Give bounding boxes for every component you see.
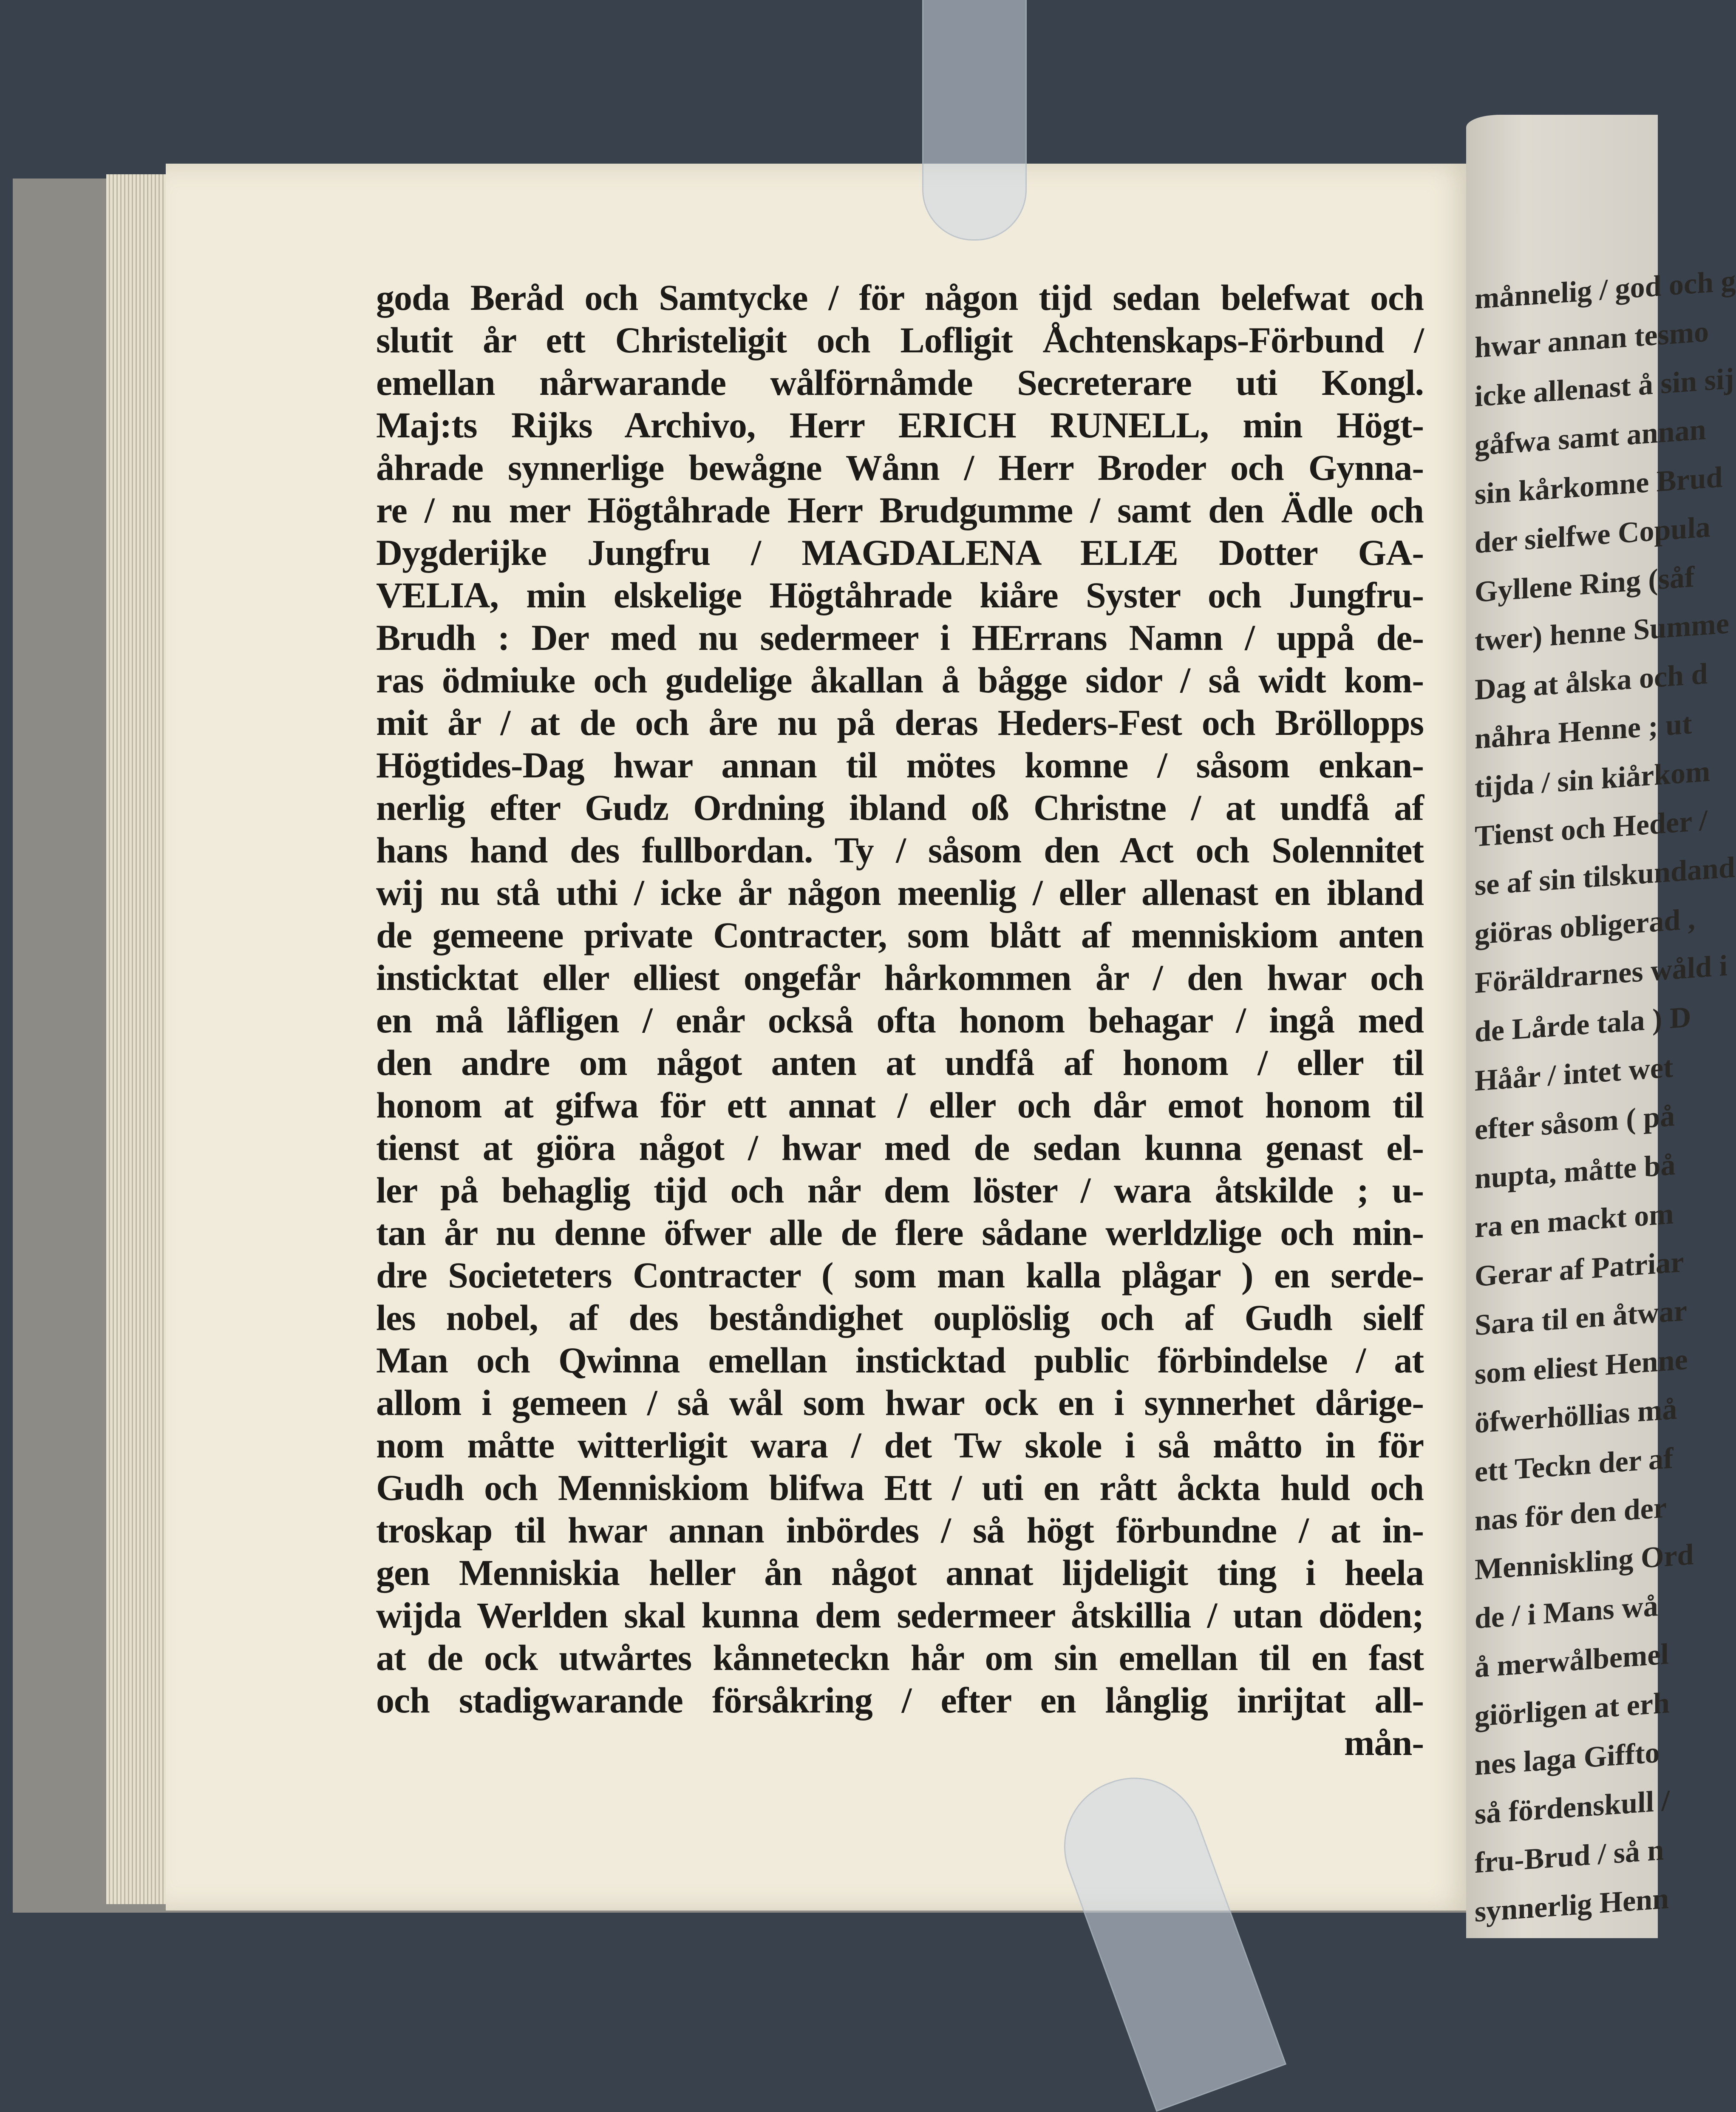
text-line: gåfwa samt annan — [1475, 413, 1706, 462]
text-line: at de ock utwårtes kånneteckn hår om sin emellan til en fast — [376, 1637, 1424, 1678]
text-line: hwar annan tesmo — [1475, 315, 1709, 365]
text-line: hans hand des fullbordan. Ty / såsom den Act och Solennitet — [376, 830, 1424, 870]
text-line: Gerar af Patriar — [1475, 1245, 1684, 1293]
right-page — [1466, 115, 1736, 1938]
text-line: twer) henne Summe — [1475, 607, 1729, 658]
right-page-text — [1475, 264, 1736, 1930]
text-line: Dygderijke Jungfru / MAGDALENA ELIÆ Dotter GA- — [376, 532, 1424, 573]
text-line: och stadigwarande försåkring / efter en långlig inrijtat all- — [376, 1680, 1424, 1721]
text-line: der sielfwe Copula — [1475, 510, 1711, 560]
text-line: nas för den der — [1475, 1491, 1667, 1538]
text-line: efter såsom ( på — [1475, 1100, 1675, 1147]
text-line: Dag at ålska och d — [1475, 657, 1708, 707]
text-line: honom at gifwa för ett annat / eller och dår emot honom til — [376, 1085, 1424, 1125]
text-line: Maj:ts Rijks Archivo, Herr ERICH RUNELL, min Högt- — [376, 405, 1424, 445]
text-line: Gyllene Ring (såf — [1475, 560, 1695, 609]
text-line: mån- — [1344, 1722, 1424, 1763]
text-line: en må låfligen / enår också ofta honom behagar / ingå med — [376, 1000, 1424, 1040]
text-line: sin kårkomne Brud — [1475, 461, 1723, 511]
text-line: insticktat eller elliest ongefår hårkommen år / den hwar och — [376, 957, 1424, 998]
text-line: fru-Brud / så n — [1475, 1833, 1664, 1880]
text-line: de Lårde tala ) D — [1475, 1001, 1691, 1049]
text-line: ra en mackt om — [1475, 1197, 1674, 1245]
text-line: gen Menniskia heller ån något annat lijdeligit ting i heela — [376, 1552, 1424, 1593]
text-line: ett Teckn der af — [1475, 1442, 1674, 1489]
text-line: tijda / sin kiårkom — [1475, 755, 1711, 805]
text-line: re / nu mer Högtåhrade Herr Brudgumme / samt den Ädle och — [376, 490, 1424, 530]
left-page-text — [376, 276, 1424, 1764]
text-line: allom i gemeen / så wål som hwar ock en i synnerhet dårige- — [376, 1382, 1424, 1423]
text-line: Håår / intet wet — [1475, 1051, 1674, 1098]
text-line: de gemeene private Contracter, som blått af menniskiom anten — [376, 915, 1424, 955]
text-line: slutit år ett Christeligit och Lofligit Åchtenskaps-Förbund / — [376, 320, 1424, 360]
text-line: ler på behaglig tijd och når dem löster / wara åtskilde ; u- — [376, 1170, 1424, 1211]
text-line: Gudh och Menniskiom blifwa Ett / uti en rått åckta huld och — [376, 1467, 1424, 1508]
text-line: nom måtte witterligit wara / det Tw skole i så måtto in för — [376, 1425, 1424, 1466]
page-clip-top — [922, 0, 1027, 241]
text-line: så fördenskull / — [1475, 1784, 1670, 1831]
text-line: månnelig / god och g — [1475, 264, 1736, 316]
text-line: den andre om något anten at undfå af honom / eller til — [376, 1042, 1424, 1083]
text-line: goda Beråd och Samtycke / för någon tijd sedan belefwat och — [376, 277, 1424, 318]
text-line: tan år nu denne öfwer alle de flere sådane werldzlige och min- — [376, 1212, 1424, 1253]
text-line: mit år / at de och åre nu på deras Heders-Fest och Bröllopps — [376, 702, 1424, 743]
text-line: Högtides-Dag hwar annan til mötes komne / såsom enkan- — [376, 745, 1424, 785]
text-line: dre Societeters Contracter ( som man kalla plågar ) en serde- — [376, 1255, 1424, 1296]
text-line: å merwålbemel — [1475, 1638, 1669, 1684]
text-line: VELIA, min elskelige Högtåhrade kiåre Syster och Jungfru- — [376, 575, 1424, 615]
text-line: tienst at giöra något / hwar med de sedan kunna genast el- — [376, 1127, 1424, 1168]
text-line: nerlig efter Gudz Ordning ibland oß Christne / at undfå af — [376, 787, 1424, 828]
text-line: de / i Mans wå — [1475, 1589, 1658, 1636]
text-line: wijda Werlden skal kunna dem sedermeer åtskillia / utan döden; — [376, 1595, 1424, 1636]
text-line: synnerlig Henn — [1475, 1882, 1669, 1929]
text-line: Sara til en åtwar — [1475, 1294, 1687, 1342]
text-line: Tienst och Heder / — [1475, 804, 1708, 853]
text-line: troskap til hwar annan inbördes / så högt förbundne / at in- — [376, 1510, 1424, 1551]
text-line: nupta, måtte bå — [1475, 1148, 1676, 1196]
text-line: wij nu stå uthi / icke år någon meenlig / eller allenast en ibland — [376, 872, 1424, 913]
text-line: Föräldrarnes wåld i — [1475, 949, 1728, 1000]
text-line: emellan nårwarande wålförnåmde Secreterare uti Kongl. — [376, 362, 1424, 403]
text-line: nes laga Giffto — [1475, 1736, 1660, 1782]
text-line: Menniskling Ord — [1475, 1538, 1694, 1587]
text-line: icke allenast å sin sij — [1475, 362, 1734, 414]
text-line: ras ödmiuke och gudelige åkallan å bågge sidor / så widt kom- — [376, 660, 1424, 700]
text-line: se af sin tilskundand — [1475, 851, 1735, 902]
text-line: Man och Qwinna emellan insticktad public förbindelse / at — [376, 1340, 1424, 1381]
text-line: les nobel, af des beståndighet ouplöslig och af Gudh sielf — [376, 1297, 1424, 1338]
text-line: öfwerhöllias må — [1475, 1392, 1677, 1440]
text-line: som eliest Henne — [1475, 1343, 1688, 1391]
text-line: giörligen at erh — [1475, 1687, 1670, 1733]
text-line: Brudh : Der med nu sedermeer i HErrans Namn / uppå de- — [376, 617, 1424, 658]
text-line: giöras obligerad , — [1475, 902, 1696, 951]
text-line: åhrade synnerlige bewågne Wånn / Herr Broder och Gynna- — [376, 447, 1424, 488]
text-line: nåhra Henne ; ut — [1475, 707, 1692, 756]
